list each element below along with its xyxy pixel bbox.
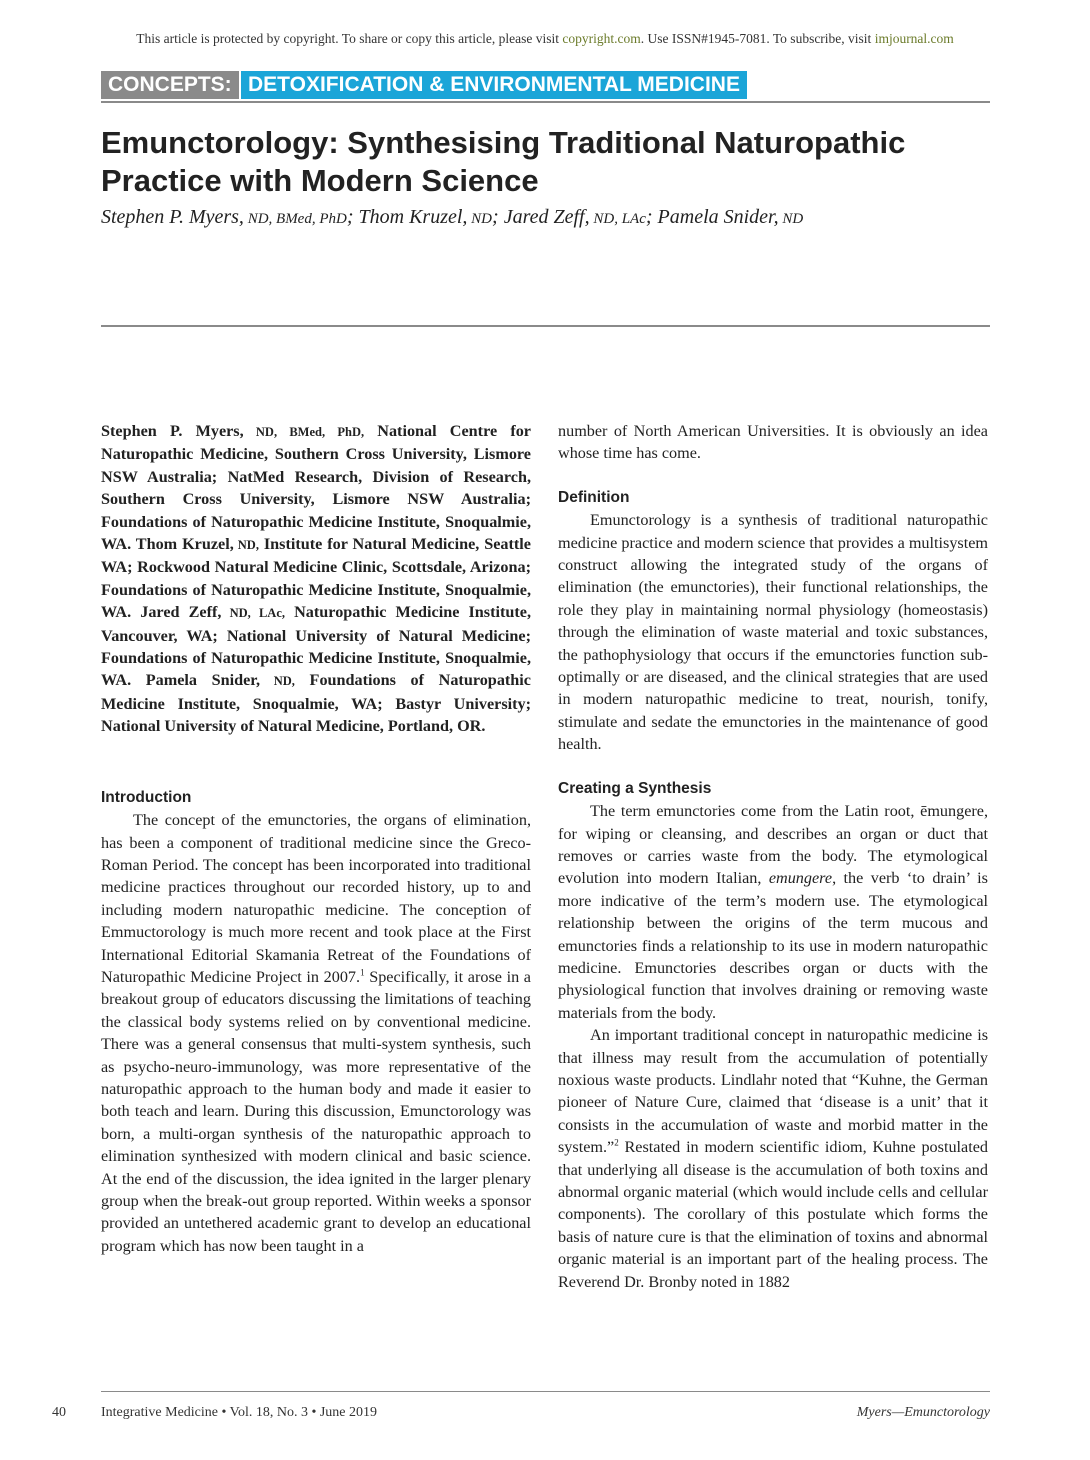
author-degrees: ND, LAc [589,211,646,227]
author-degrees: ND [778,211,804,227]
synthesis-text-cont: , the verb ‘to drain’ is more indicative of the term’s modern use. The etymological relationship between the origins of the term mucous and emunctories finds a relationship to its use in modern naturopathic medicine. Emunctories describes organ or ducts with the physiological function that involves draining or removing waste materials from the body. [558,869,988,1022]
synthesis-heading: Creating a Synthesis [558,779,712,797]
right-column [558,420,988,1293]
header-divider [101,325,990,327]
left-column [101,420,531,1257]
synthesis-text: An important traditional concept in naturopathic medicine is that illness may result from the accumulation of potentially noxious waste products. Lindlahr noted that “Kuhne, the German pioneer of Nature Cure, claimed that ‘disease is a unit’ that it consists in the accumulation of waste and morbid matter in the system.” [558,1026,988,1157]
definition-paragraph: Emunctorology is a synthesis of traditional naturopathic medicine practice and modern science that provides a multisystem construct allowing the integrated study of the organs of elimination (the emunctories), their functional relationships, the role they play in maintaining normal physiology (homeostasis) through the elimination of waste material and toxic substances, the pathophysiology that occurs if the emunctories function sub-optimally or are diseased, and the clinical strategies that are used in modern naturopathic medicine to treat, nourish, tonify, stimulate and sedate the emunctories in the maintenance of good health. [558,511,988,754]
affiliation-degrees: ND, [260,674,295,689]
subscribe-link[interactable]: imjournal.com [874,31,954,46]
author-degrees: ND, BMed, PhD [243,211,347,227]
author-affiliations [101,420,531,738]
affiliation-degrees: ND, LAc, [221,606,286,621]
journal-info: Integrative Medicine • Vol. 18, No. 3 • June 2019 [101,1405,378,1420]
affiliation-name: Stephen P. Myers, [101,422,244,440]
affiliation-name: Jared Zeff, [140,603,222,622]
introduction-text-cont: Specifically, it arose in a breakout group of educators discussing the limitations of teaching the classical body systems relied on by conventional medicine. There was a general consensus that multi-system synthesis, such as psycho-neuro-immunology, was more representative of the naturopathic approach to the human body and made it easier to both teach and learn. During this discussion, Emunctorology was born, a multi-organ synthesis of the naturopathic approach to elimination synthesized with modern clinical and basic science. At the end of the discussion, the idea ignited in the larger plenary group when the break-out group reported. Within weeks a sponsor provided an untethered academic grant to develop an educational program which has now been taught in a [101,967,531,1255]
copyright-text: This article is protected by copyright. To share or copy this article, please visit [136,31,563,46]
affiliation-text: National Centre for Naturopathic Medicine, Southern Cross University, Lismore NSW Australia; NatMed Research, Division of Research, Southern Cross University, Lismore NSW Australia; Foundations of Naturopathic Medicine Institute, Snoqualmie, WA. [101,422,531,554]
author-name: Stephen P. Myers, [101,206,244,228]
synthesis-text: The term emunctories come from the Latin root, ēmungere, for wiping or cleansing, and describes an organ or duct that removes or carries waste from the body. The etymological evolution into modern Italian, [558,802,988,888]
footer-divider [101,1391,990,1392]
affiliation-name: Pamela Snider, [145,671,261,690]
author-list [101,206,990,229]
author-degrees: ND [467,211,493,227]
copyright-mid-text: . Use ISSN#1945-7081. To subscribe, visit [640,31,875,46]
affiliation-degrees: ND, [233,538,259,553]
author-separator: ; [492,206,504,228]
article-title-line-2: Practice with Modern Science [101,163,539,198]
affiliation-name: Thom Kruzel, [135,535,234,554]
running-head: Myers—Emunctorology [856,1405,990,1420]
author-name: Pamela Snider, [657,206,779,228]
copyright-link[interactable]: copyright.com [562,31,641,46]
italic-term: emungere [768,869,833,888]
affiliation-text: Institute for Natural Medicine, Seattle WA; Rockwood Natural Medicine Clinic, Scottsdale, Arizona; Foundations of Naturopathic Medicine Institute, Snoqualmie, WA. [101,535,531,622]
article-title [101,124,990,200]
author-separator: ; [346,206,359,228]
section-banner [101,71,990,103]
author-name: Jared Zeff, [503,206,590,228]
synthesis-text-cont: Restated in modern scientific idiom, Kuhne postulated that underlying all disease is the accumulation of both toxins and abnormal organic material (which would include cells and cellular components). The corollary of this postulate which forms the basis of nature cure is that the elimination of toxins and abnormal organic material is an important part of the healing process. The Reverend Dr. Bronby noted in 1882 [558,1138,988,1291]
introduction-paragraph [101,809,531,1257]
section-topic: DETOXIFICATION & ENVIRONMENTAL MEDICINE [241,71,747,99]
section-label: CONCEPTS: [101,71,239,99]
introduction-text: The concept of the emunctories, the organs of elimination, has been a component of traditional medicine since the Greco-Roman Period. The concept has been incorporated into traditional medicine practices throughout our recorded history, up to and including modern naturopathic medicine. The conception of Emmuctorology is much more recent and took place at the First International Editorial Skamania Retreat of the Foundations of Naturopathic Medicine Project in 2007. [101,811,531,986]
author-separator: ; [645,206,658,228]
definition-heading: Definition [558,488,630,506]
author-name: Thom Kruzel, [358,206,468,228]
reference-marker[interactable]: 2 [614,1137,619,1148]
synthesis-paragraph-1 [558,800,988,1024]
affiliation-degrees: ND, BMed, PhD, [243,425,365,439]
copyright-notice [0,31,1090,47]
introduction-continuation: number of North American Universities. It is obviously an idea whose time has come. [558,422,988,463]
article-title-line-1: Emunctorology: Synthesising Traditional Naturopathic [101,125,906,160]
introduction-heading: Introduction [101,788,192,806]
page-number: 40 [52,1405,66,1420]
affiliation-text: Foundations of Naturopathic Medicine Institute, Snoqualmie, WA; Bastyr University; National University of Natural Medicine, Portland, OR. [101,671,531,736]
affiliation-text: Naturopathic Medicine Institute, Vancouver, WA; National University of Natural Medicine; Foundations of Naturopathic Medicine Institute, Snoqualmie, WA. [101,603,531,690]
synthesis-paragraph-2 [558,1024,988,1293]
reference-marker[interactable]: 1 [360,967,365,978]
